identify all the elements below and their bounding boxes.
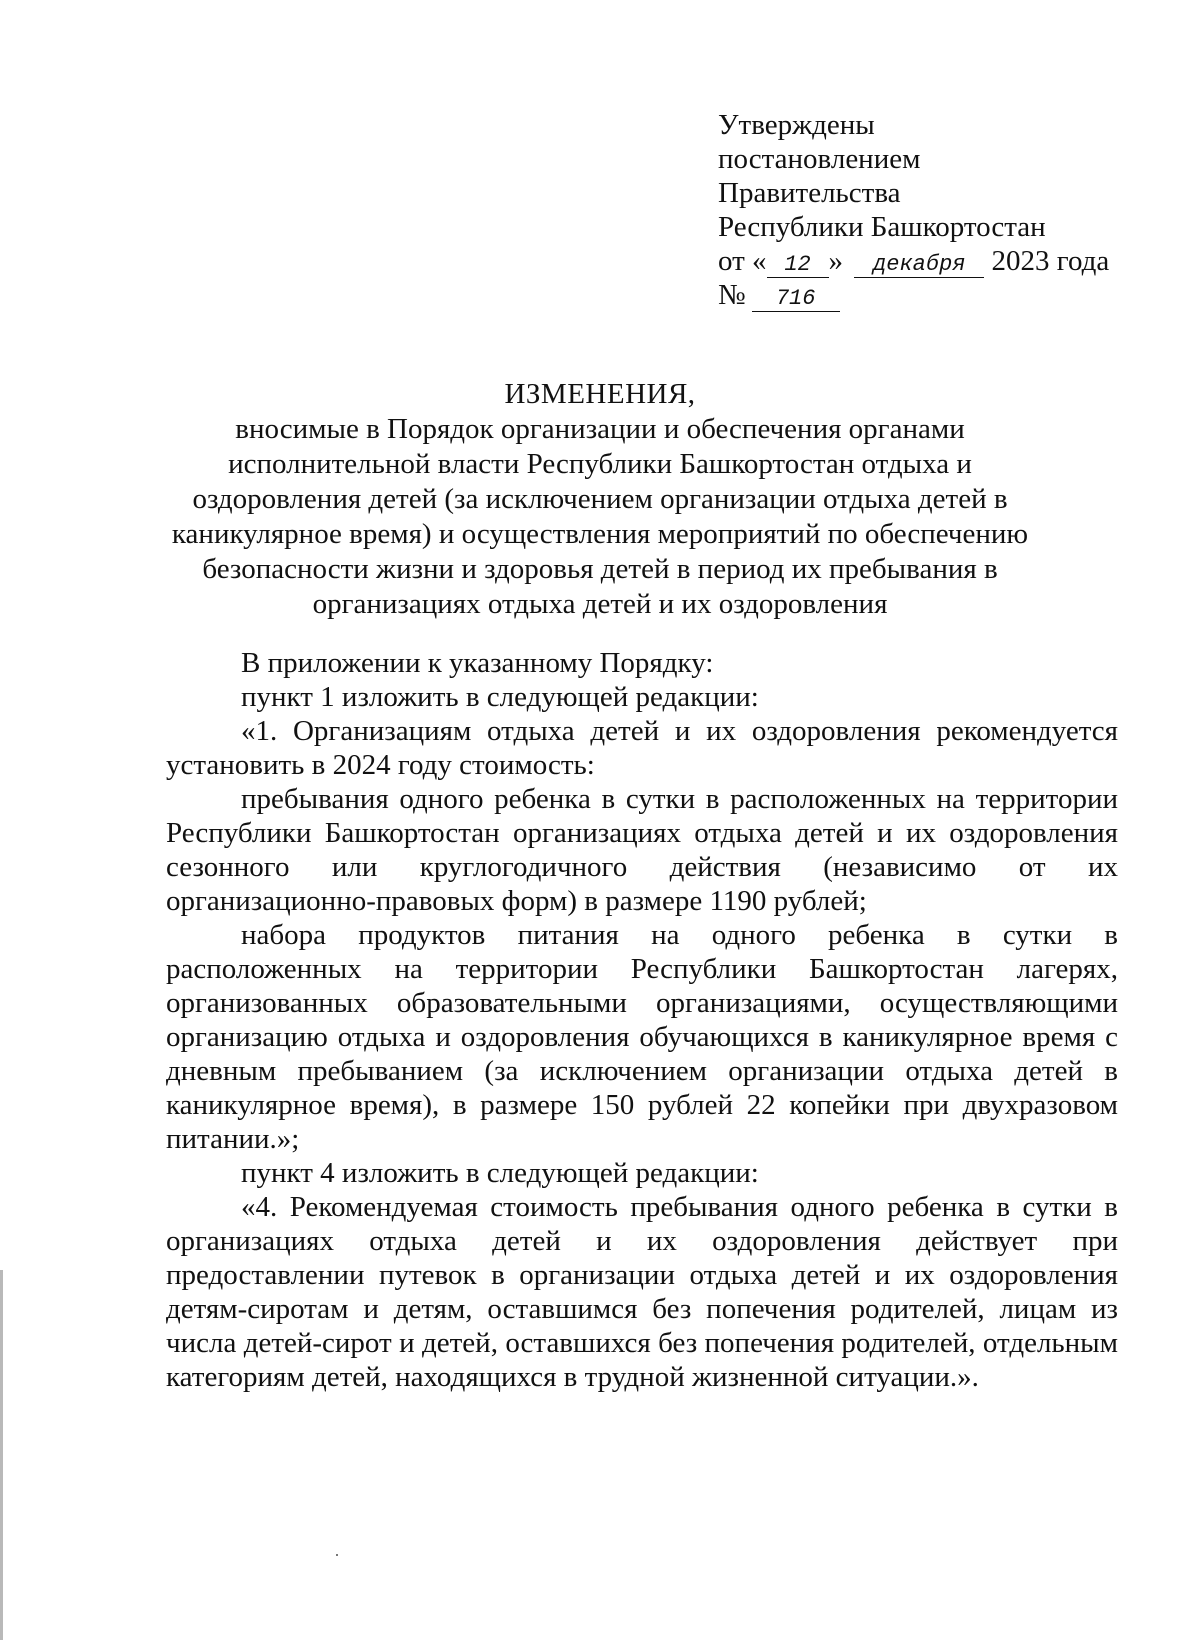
approval-number-line xyxy=(718,278,1158,312)
document-title: ИЗМЕНЕНИЯ, xyxy=(504,378,696,410)
date-day-field: 12 xyxy=(767,253,829,278)
heading-line-3: оздоровления детей (за исключением организации отдыха детей в xyxy=(192,483,1008,515)
approval-line-4: Республики Башкортостан xyxy=(718,211,1046,243)
heading-line-2: исполнительной власти Республики Башкортостан отдыха и xyxy=(228,448,972,480)
heading-line-5: безопасности жизни и здоровья детей в период их пребывания в xyxy=(202,553,998,585)
paragraph-item1-instruction: пункт 1 изложить в следующей редакции: xyxy=(241,681,759,713)
paragraph-stay-cost: пребывания одного ребенка в сутки в расположенных на территории Республики Башкортостан организациях отдыха детей и их оздоровления сезонного или круглогодичного действия (независимо от их организационно-правовых форм) в размере 1190 рублей; xyxy=(166,783,1118,917)
approval-line-1: Утверждены xyxy=(718,109,875,141)
paragraph-item4-instruction: пункт 4 изложить в следующей редакции: xyxy=(241,1157,759,1189)
number-prefix: № xyxy=(718,279,746,311)
approval-block xyxy=(718,108,1158,312)
document-number-field: 716 xyxy=(752,287,840,312)
approval-date-line xyxy=(718,244,1158,278)
heading-line-4: каникулярное время) и осуществления мероприятий по обеспечению xyxy=(171,518,1029,550)
paragraph-item4-text: «4. Рекомендуемая стоимость пребывания одного ребенка в сутки в организациях отдыха детей и их оздоровления действует при предоставлении путевок в организации отдыха детей и их оздоровления детям-сиротам и детям, оставшимся без попечения родителей, лицам из числа детей-сирот и детей, оставшихся без попечения родителей, отдельным категориям детей, находящихся в трудной жизненной ситуации.». xyxy=(166,1191,1118,1393)
document-heading xyxy=(150,377,1050,622)
heading-line-6: организациях отдыха детей и их оздоровления xyxy=(312,588,888,620)
date-suffix: 2023 года xyxy=(991,245,1110,277)
scan-edge-mark xyxy=(0,1270,3,1640)
heading-line-1: вносимые в Порядок организации и обеспечения органами xyxy=(235,413,965,445)
paragraph-intro: В приложении к указанному Порядку: xyxy=(241,647,714,679)
date-mid: » xyxy=(828,245,844,277)
paragraph-food-cost: набора продуктов питания на одного ребенка в сутки в расположенных на территории Республики Башкортостан лагерях, организованных образовательными организациями, осуществляющими организацию отдыха и оздоровления обучающихся в каникулярное время с дневным пребыванием (за исключением организации отдыха детей в каникулярное время), в размере 150 рублей 22 копейки при двухразовом питании.»; xyxy=(166,919,1118,1155)
approval-line-2: постановлением xyxy=(718,143,921,175)
date-month-field: декабря xyxy=(854,253,984,278)
document-body xyxy=(166,646,1118,1394)
paragraph-item1-text: «1. Организациям отдыха детей и их оздоровления рекомендуется установить в 2024 году стоимость: xyxy=(166,715,1118,781)
scan-speck xyxy=(336,1554,338,1556)
approval-line-3: Правительства xyxy=(718,177,901,209)
date-prefix: от « xyxy=(718,245,767,277)
